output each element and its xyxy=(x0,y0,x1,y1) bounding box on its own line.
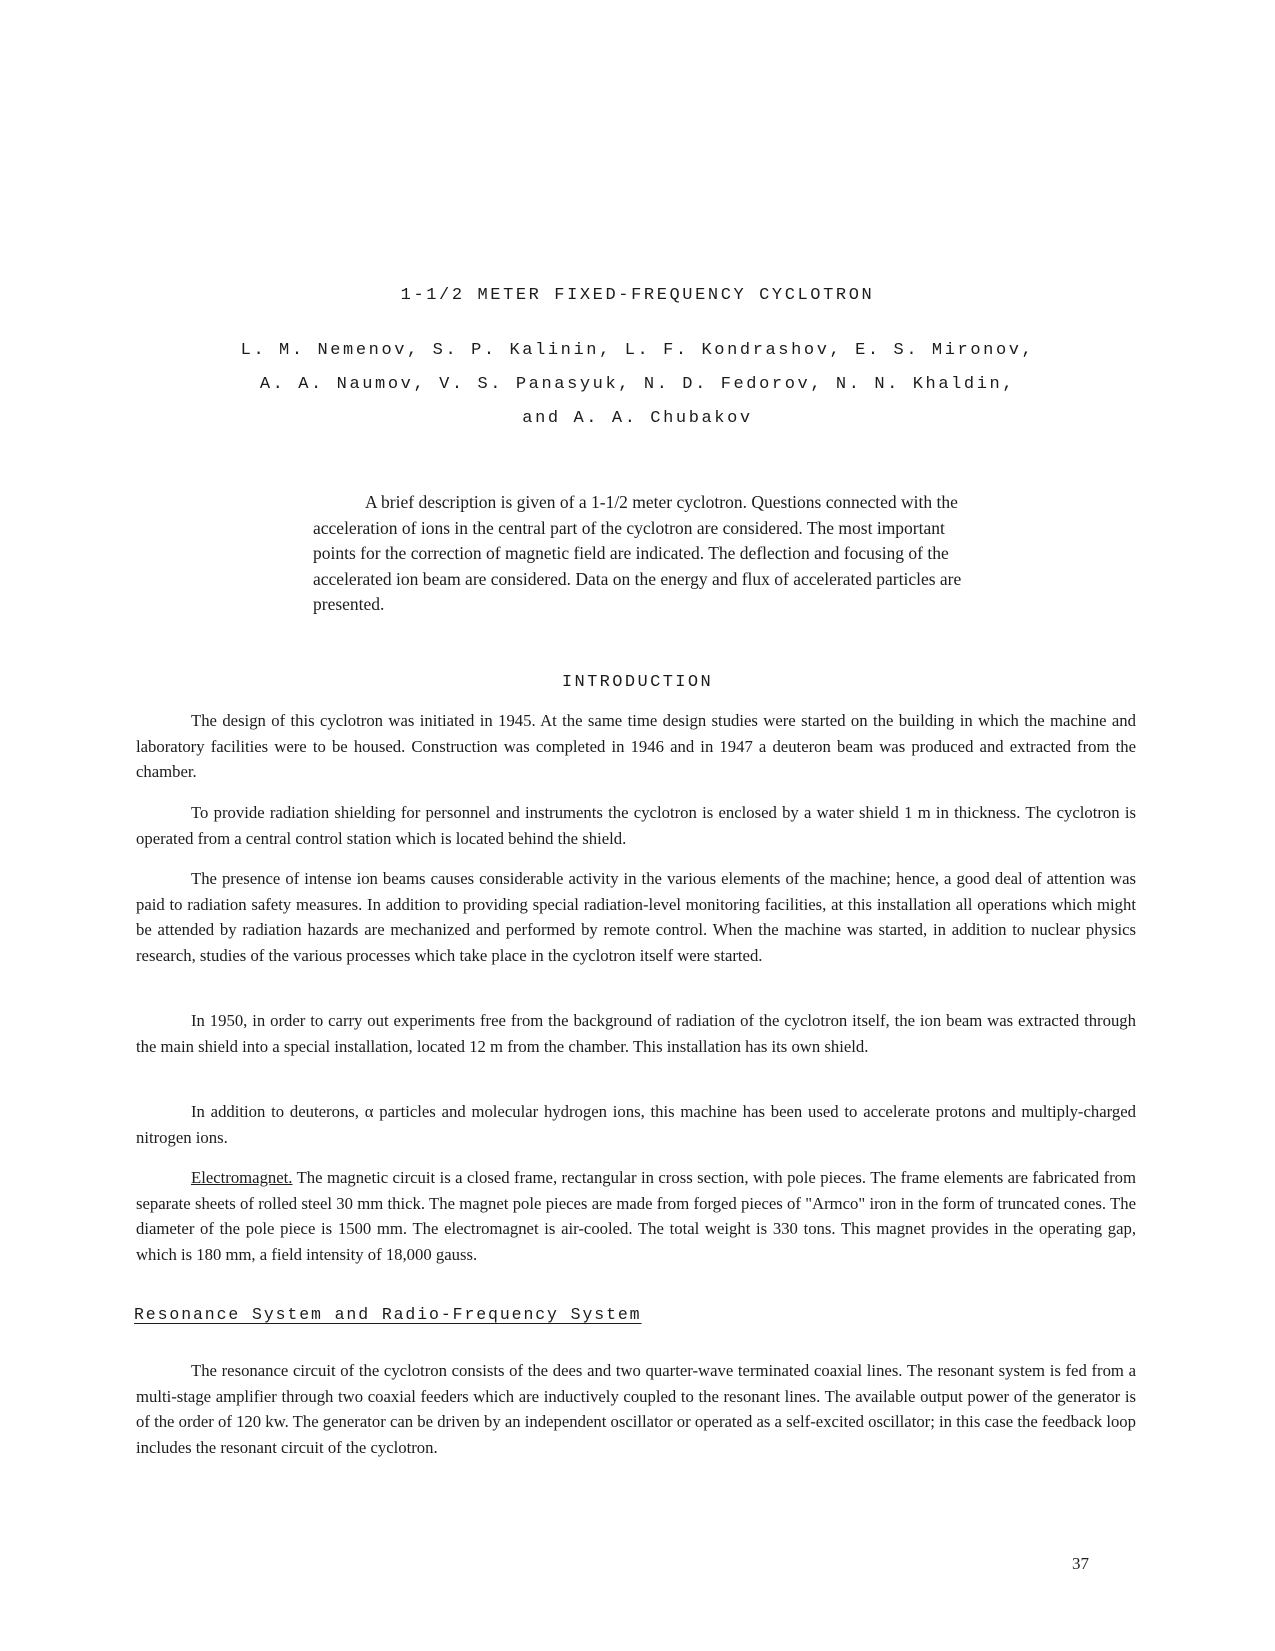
page-number: 37 xyxy=(1072,1554,1089,1573)
author-list xyxy=(0,334,1275,436)
resonance-paragraph: The resonance circuit of the cyclotron consists of the dees and two quarter-wave terminated coaxial lines. The resonant system is fed from a multi-stage amplifier through two coaxial feeders which are inductively coupled to the resonant lines. The available output power of the generator is of the order of 120 kw. The generator can be driven by an independent oscillator or operated as a self-excited oscillator; in this case the feedback loop includes the resonant circuit of the cyclotron. xyxy=(136,1361,1136,1457)
author-line-3: and A. A. Chubakov xyxy=(522,409,753,428)
resonance-section-heading: Resonance System and Radio-Frequency System xyxy=(134,1305,642,1324)
introduction-heading: INTRODUCTION xyxy=(561,673,714,692)
intro-paragraph-2: To provide radiation shielding for personnel and instruments the cyclotron is enclosed by a water shield 1 m in thickness. The cyclotron is operated from a central control station which is located behind the shield. xyxy=(136,803,1136,848)
intro-paragraph-3: The presence of intense ion beams causes considerable activity in the various elements of the machine; hence, a good deal of attention was paid to radiation safety measures. In addition to providing special radiation-level monitoring facilities, at this installation all operations which might be attended by radiation hazards are mechanized and performed by remote control. When the machine was started, in addition to nuclear physics research, studies of the various processes which take place in the cyclotron itself were started. xyxy=(136,869,1136,965)
abstract: A brief description is given of a 1-1/2 meter cyclotron. Questions connected with the acceleration of ions in the central part of the cyclotron are considered. The most important points for the correction of magnetic field are indicated. The deflection and focusing of the accelerated ion beam are considered. Data on the energy and flux of accelerated particles are presented. xyxy=(313,492,962,614)
author-line-1: L. M. Nemenov, S. P. Kalinin, L. F. Kondrashov, E. S. Mironov, xyxy=(240,341,1035,360)
electromagnet-paragraph xyxy=(136,1165,1136,1267)
intro-paragraph-4: In 1950, in order to carry out experiments free from the background of radiation of the cyclotron itself, the ion beam was extracted through the main shield into a special installation, located 12 m from the chamber. This installation has its own shield. xyxy=(136,1011,1136,1056)
paper-title: 1-1/2 METER FIXED-FREQUENCY CYCLOTRON xyxy=(400,286,875,305)
electromagnet-text: The magnetic circuit is a closed frame, rectangular in cross section, with pole pieces. The frame elements are fabricated from separate sheets of rolled steel 30 mm thick. The magnet pole pieces are made from forged pieces of "Armco" iron in the form of truncated cones. The diameter of the pole piece is 1500 mm. The electromagnet is air-cooled. The total weight is 330 tons. This magnet provides in the operating gap, which is 180 mm, a field intensity of 18,000 gauss. xyxy=(136,1168,1136,1264)
author-line-2: A. A. Naumov, V. S. Panasyuk, N. D. Fedorov, N. N. Khaldin, xyxy=(259,375,1016,394)
electromagnet-run-in-heading: Electromagnet. xyxy=(191,1168,293,1187)
intro-paragraph-5: In addition to deuterons, α particles and molecular hydrogen ions, this machine has been used to accelerate protons and multiply-charged nitrogen ions. xyxy=(136,1102,1136,1147)
intro-paragraph-1: The design of this cyclotron was initiated in 1945. At the same time design studies were started on the building in which the machine and laboratory facilities were to be housed. Construction was completed in 1946 and in 1947 a deuteron beam was produced and extracted from the chamber. xyxy=(136,711,1136,782)
